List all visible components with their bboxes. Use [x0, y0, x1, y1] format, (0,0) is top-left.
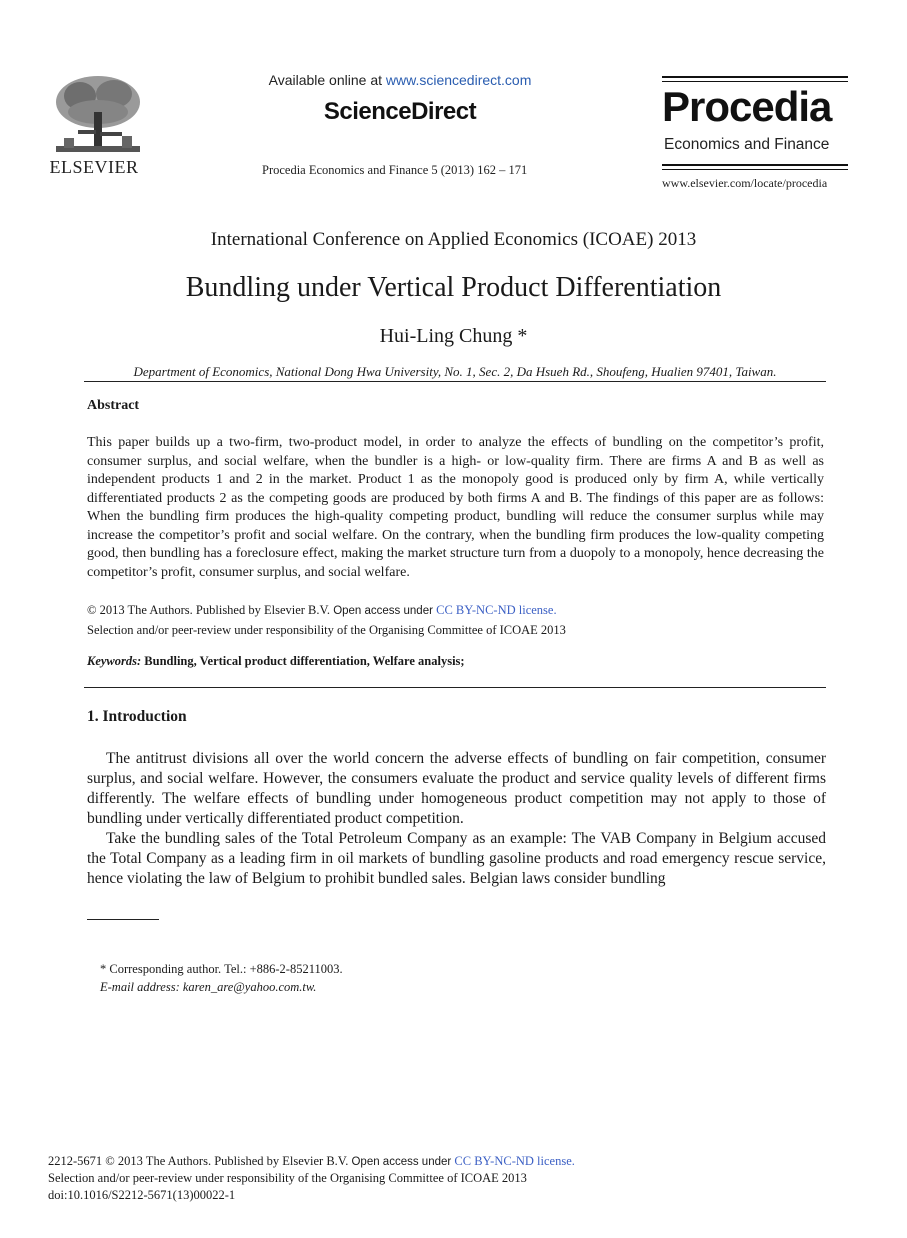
author-affiliation: Department of Economics, National Dong Hwa University, No. 1, Sec. 2, Da Hsueh Rd., Shoufeng, Hualien 97401, Taiwan. [133, 364, 777, 379]
procedia-rule-bottom [662, 164, 848, 166]
procedia-rule-top [662, 76, 848, 78]
open-access-text: Open access under [333, 605, 437, 617]
footnote-rule [87, 919, 159, 920]
keywords-label: Keywords: [87, 654, 142, 668]
email-address-note: E-mail address: karen_are@yahoo.com.tw. [100, 980, 317, 994]
footer-license-link[interactable]: CC BY-NC-ND license. [454, 1154, 575, 1168]
keywords [87, 654, 827, 669]
copyright-line2: Selection and/or peer-review under responsibility of the Organising Committee of ICOAE 2013 [87, 622, 566, 637]
available-prefix: Available online at [268, 72, 386, 88]
divider-bottom [84, 687, 826, 688]
sciencedirect-link[interactable]: www.sciencedirect.com [385, 72, 532, 88]
author-name: Hui-Ling Chung * [379, 325, 528, 347]
footer-review-line: Selection and/or peer-review under responsibility of the Organising Committee of ICOAE 2013 [48, 1171, 527, 1185]
abstract-heading: Abstract [87, 398, 140, 413]
copyright-block [87, 601, 827, 639]
license-link[interactable]: CC BY-NC-ND license. [436, 603, 557, 617]
procedia-url[interactable]: www.elsevier.com/locate/procedia [662, 176, 828, 190]
copyright-line1: © 2013 The Authors. Published by Elsevier B.V. [87, 603, 334, 617]
section-heading: 1. Introduction [87, 708, 187, 725]
corresponding-author-note: * Corresponding author. Tel.: +886-2-85211003. [100, 962, 343, 976]
procedia-rule-bottom-thin [662, 169, 848, 170]
intro-paragraph-2: Take the bundling sales of the Total Petroleum Company as an example: The VAB Company in Belgium accused the Total Company as a leading firm in oil markets of bundling gasoline products and road emergency rescue service, hence violating the law of Belgium to prohibit bundled sales. Belgian laws consider bundling [87, 830, 826, 887]
intro-paragraph-1: The antitrust divisions all over the world concern the adverse effects of bundling on fair competition, consumer surplus, and social welfare. However, the consumers evaluate the product and service quality levels of different firms differently. The welfare effects of bundling under homogeneous product competition may not apply to those of bundling under vertically differentiated product competition. [87, 750, 826, 827]
procedia-logo-subtitle: Economics and Finance [664, 136, 830, 153]
procedia-logo-title: Procedia [662, 83, 832, 130]
footer-copyright [48, 1154, 748, 1169]
footer-doi[interactable]: doi:10.1016/S2212-5671(13)00022-1 [48, 1188, 236, 1202]
elsevier-wordmark: ELSEVIER [49, 157, 139, 177]
paper-title: Bundling under Vertical Product Differentiation [185, 272, 722, 303]
sciencedirect-logo: ScienceDirect [323, 98, 477, 125]
conference-name: International Conference on Applied Economics (ICOAE) 2013 [210, 229, 697, 250]
procedia-rule-top-thin [662, 81, 848, 82]
journal-citation: Procedia Economics and Finance 5 (2013) 162 – 171 [262, 163, 528, 177]
abstract-text: This paper builds up a two-firm, two-product model, in order to analyze the effects of bundling on the competitor’s profit, consumer surplus, and social welfare, when the bundler is a high- or low-quality firm. There are firms A and B as well as independent products 1 and 2 in the market. Product 1 as the monopoly good is produced only by firm A, while vertically differentiated products 2 as the competing goods are produced by both firms A and B. The findings of this paper are as follows: When the bundling firm produces the high-quality competing product, bundling will reduce the consumer surplus while may increase the competitor’s profit and social welfare. On the contrary, when the bundling firm produces the low-quality competing good, then bundling has a foreclosure effect, making the market structure turn from a duopoly to a monopoly, hence decreasing the competitor’s profit, consumer surplus, and social welfare. [87, 435, 824, 580]
available-online [200, 72, 600, 88]
footer-open-access: Open access under [351, 1156, 455, 1168]
keywords-values: Bundling, Vertical product differentiation, Welfare analysis; [144, 654, 465, 668]
divider-top [84, 381, 826, 382]
footer-issn-line: 2212-5671 © 2013 The Authors. Published by Elsevier B.V. [48, 1154, 352, 1168]
